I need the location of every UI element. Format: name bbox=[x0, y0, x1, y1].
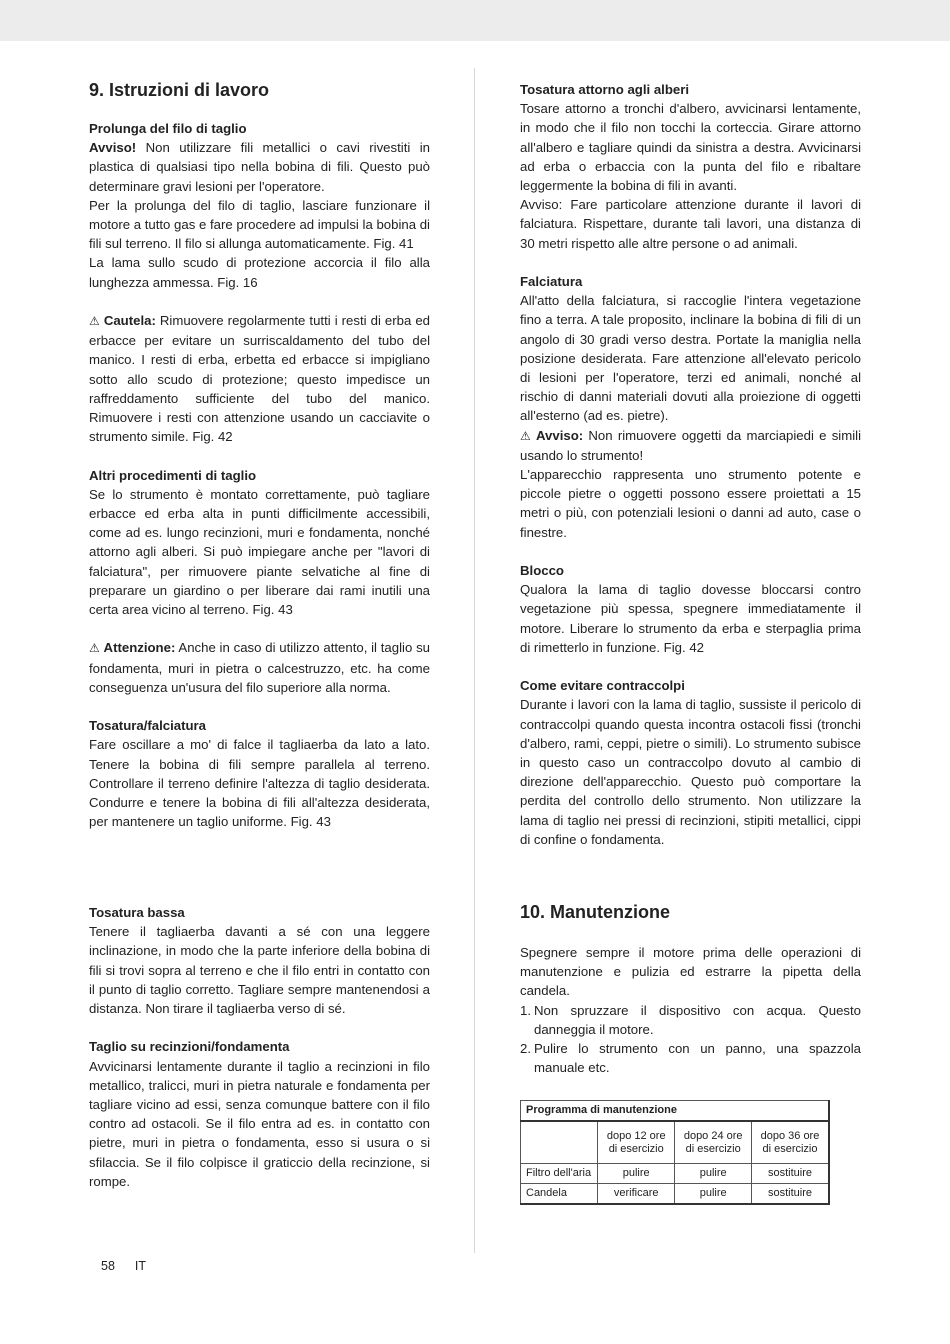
paragraph-prolunga-2: Per la prolunga del filo di taglio, lasciare funzionare il motore a tutto gas e fare procedere ad impulsi la bobina di fili sul terreno. Il filo si allunga automaticamente. Fig. 41 bbox=[89, 197, 430, 252]
subheading-falciatura: Falciatura bbox=[520, 274, 583, 290]
paragraph-cautela bbox=[89, 311, 430, 446]
table-cell: sostituire bbox=[751, 1183, 829, 1204]
attenzione-label: Attenzione: bbox=[103, 640, 176, 656]
subheading-taglio-recinzioni: Taglio su recinzioni/fondamenta bbox=[89, 1039, 290, 1055]
table-title-row bbox=[521, 1101, 830, 1122]
paragraph-tosatura-alberi-2: Avviso: Fare particolare attenzione durante il lavori di falciatura. Rispettare, durante tali lavori, una distanza di 30 metri rispetto alle altre persone o ad animali. bbox=[520, 197, 861, 251]
paragraph-tosatura-falciatura: Fare oscillare a mo' di falce il tagliaerba da lato a lato. Tenere la bobina di fili sempre parallela al terreno. Controllare il terreno definire l'altezza di taglio desiderata. Condurre e tenere la bobina di fili all'altezza desiderata, per mantenere un taglio uniforme. Fig. 43 bbox=[89, 737, 430, 830]
maintenance-steps-list bbox=[520, 1001, 861, 1078]
maintenance-schedule-table bbox=[520, 1100, 830, 1205]
warning-triangle-icon: ⚠ bbox=[520, 428, 531, 443]
right-column-top bbox=[520, 80, 861, 849]
top-gray-band bbox=[0, 0, 950, 41]
table-cell: pulire bbox=[598, 1163, 675, 1183]
cautela-label: Cautela: bbox=[103, 313, 156, 329]
subheading-tosatura-alberi: Tosatura attorno agli alberi bbox=[520, 82, 690, 97]
paragraph-tosatura-alberi-1: Tosare attorno a tronchi d'albero, avvicinarsi lentamente, in modo che il filo non tocchi la corteccia. Girare attorno all'albero e tagliare quindi da sinistra a destra. Avvicinarsi ad erba o erbaccia con la punta del filo e ribaltare leggermente la bobina di fili in avanti. bbox=[520, 101, 861, 194]
paragraph-taglio-recinzioni: Avvicinarsi lentamente durante il taglio a recinzioni in filo metallico, tralicci, muri in pietra naturale e fondamenta per tagliare vicino ad essi, senza comunque battere con il filo contro ad ostacoli. Se il filo entra ad es. in contatto con pietre, muri in pietra o fondamenta, esso si usura o si sfilaccia. Se il filo colpisce il graticcio della recinzione, si rompe. bbox=[89, 1058, 430, 1189]
left-column-top bbox=[89, 78, 430, 831]
table-cell: pulire bbox=[675, 1163, 752, 1183]
warning-triangle-icon: ⚠ bbox=[89, 314, 100, 329]
paragraph-falciatura-1: All'atto della falciatura, si raccoglie l'intera vegetazione fino a terra. A tale proposito, inclinare la bobina di fili di un angolo di 30 gradi verso destra. Portate la maniglia nella posizione desiderata. Fare attenzione all'elevato pericolo di lesioni per l'operatore, terzi ed animali, nonché al rischio di danni materiali dovuti alla proiezione di oggetti all'esterno (ad es. pietre). bbox=[520, 293, 861, 424]
warning-triangle-icon: ⚠ bbox=[89, 641, 100, 656]
table-row bbox=[521, 1163, 830, 1183]
table-empty-header bbox=[521, 1121, 598, 1163]
left-column-bottom bbox=[89, 903, 430, 1191]
avviso-text: Non utilizzare fili metallici o cavi rivestiti in plastica di qualsiasi tipo nella bobina di fili. Questo può determinare gravi lesioni per l'operatore. bbox=[89, 140, 430, 194]
table-row bbox=[521, 1183, 830, 1204]
attenzione-text: Anche in caso di utilizzo attento, il taglio su fondamenta, muri in pietra o calcestruzzo, etc. ha come conseguenza un'usura del filo superiore alla norma. bbox=[89, 640, 430, 695]
table-row-label: Filtro dell'aria bbox=[521, 1163, 598, 1183]
table-header: dopo 12 ore di esercizio bbox=[598, 1121, 675, 1163]
paragraph-tosatura-bassa: Tenere il tagliaerba davanti a sé con una leggere inclinazione, in modo che la parte inferiore della bobina di fili si trovi sopra al terreno e che il filo entri in contatto con il punto di taglio corretto. Tagliare sempre mantenendosi a distanza. Non tirare il tagliaerba verso di sé. bbox=[89, 924, 430, 1017]
subheading-blocco: Blocco bbox=[520, 563, 564, 579]
table-header: dopo 24 ore di esercizio bbox=[675, 1121, 752, 1163]
section-heading-manutenzione: 10. Manutenzione bbox=[520, 902, 671, 922]
cautela-text: Rimuovere regolarmente tutti i resti di erba ed erbacce per evitare un surriscaldamento del tubo del manico. I resti di erba, erbetta ed erbacce si impigliano sotto allo scudo di protezione; questo impedisce un raffreddamento sufficiente del tubo del manico. Rimuovere i resti con attenzione usando un cacciavite o strumento simile. Fig. 42 bbox=[89, 313, 431, 445]
subheading-contraccolpi: Come evitare contraccolpi bbox=[520, 678, 685, 694]
paragraph-blocco: Qualora la lama di taglio dovesse bloccarsi contro vegetazione più spessa, spegnere immediatamente il motore. Liberare lo strumento da erba e sterpaglia prima di rimetterlo in funzione. Fig. 42 bbox=[520, 582, 861, 655]
table-cell: verificare bbox=[598, 1183, 675, 1204]
table-row-label: Candela bbox=[521, 1183, 598, 1204]
table-cell: sostituire bbox=[751, 1163, 829, 1183]
subheading-prolunga: Prolunga del filo di taglio bbox=[89, 121, 247, 136]
subheading-tosatura-bassa: Tosatura bassa bbox=[89, 905, 185, 920]
paragraph-falciatura-2: L'apparecchio rappresenta uno strumento potente e piccole pietre o oggetti possono essere proiettati a 15 metri o più, con potenziali lesioni o danni ad auto, case o finestre. bbox=[520, 467, 861, 540]
table-cell: pulire bbox=[675, 1183, 752, 1204]
paragraph-avviso-marciapiedi bbox=[520, 426, 861, 465]
column-divider bbox=[474, 68, 475, 1253]
paragraph-manutenzione-intro: Spegnere sempre il motore prima delle operazioni di manutenzione e pulizia ed estrarre la pipetta della candela. bbox=[520, 945, 861, 999]
avviso-label-right: Avviso: bbox=[536, 427, 584, 443]
list-item: 2. Pulire lo strumento con un panno, una spazzola manuale etc. bbox=[520, 1041, 861, 1076]
page-number: 58 bbox=[101, 1259, 115, 1273]
language-code: IT bbox=[134, 1259, 147, 1273]
table-title: Programma di manutenzione bbox=[521, 1101, 830, 1122]
list-item: 1. Non spruzzare il dispositivo con acqua. Questo danneggia il motore. bbox=[520, 1002, 861, 1037]
paragraph-altri-procedimenti: Se lo strumento è montato correttamente, può tagliare erbacce ed erba alta in punti difficilmente accessibili, come ad es. lungo recinzioni, muri e fondamenta, nonché attorno agli alberi. Si può impiegare anche per "lavori di falciatura", per rimuovere piante selvatiche al fine di preparare un giardino o per liberare dai rami inutili una certa area vicino al terreno. Fig. 43 bbox=[89, 486, 430, 618]
subheading-altri-procedimenti: Altri procedimenti di taglio bbox=[89, 467, 257, 483]
subheading-tosatura-falciatura: Tosatura/falciatura bbox=[89, 718, 207, 734]
page-footer bbox=[101, 1259, 146, 1273]
table-header: dopo 36 ore di esercizio bbox=[751, 1121, 829, 1163]
paragraph-avviso bbox=[89, 138, 430, 196]
paragraph-prolunga-3: La lama sullo scudo di protezione accorcia il filo alla lunghezza ammessa. Fig. 16 bbox=[89, 255, 430, 290]
avviso-text-right: Non rimuovere oggetti da marciapiedi e simili usando lo strumento! bbox=[520, 427, 862, 463]
paragraph-attenzione bbox=[89, 638, 430, 697]
section-heading-istruzioni: 9. Istruzioni di lavoro bbox=[89, 80, 270, 100]
avviso-label: Avviso! bbox=[89, 140, 137, 156]
right-column-bottom bbox=[520, 900, 861, 1205]
paragraph-contraccolpi: Durante i lavori con la lama di taglio, sussiste il pericolo di contraccolpi quando questa incontra ostacoli fissi (tronchi d'albero, rami, ceppi, pietre o simili). Lo strumento subisce in questo caso un contraccolpo dovuto al cambio di direzione dell'apparecchio. Questo può comportare la perdita del controllo dello strumento. Non utilizzare la lama di taglio nei pressi di recinzioni, stipiti metallici, cippi di confine o fondamenta. bbox=[520, 697, 861, 847]
table-header-row bbox=[521, 1121, 830, 1163]
